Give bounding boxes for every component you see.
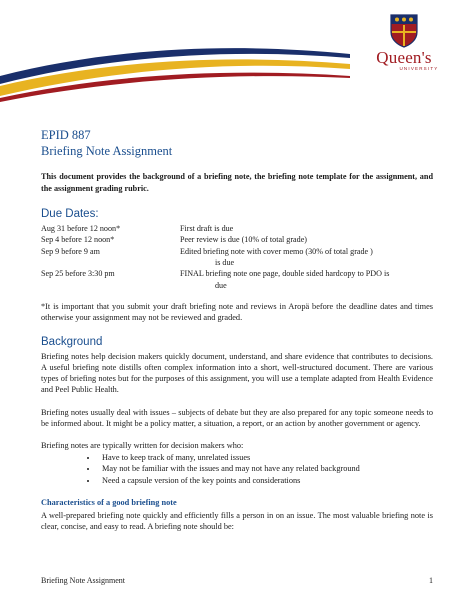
due-date: Sep 4 before 12 noon* — [41, 235, 115, 245]
footer-title: Briefing Note Assignment — [41, 576, 125, 585]
due-task-continued: is due — [215, 258, 235, 268]
due-task-continued: due — [215, 280, 227, 290]
due-date-row — [41, 268, 433, 291]
due-date: Sep 25 before 3:30 pm — [41, 269, 115, 279]
document-body — [41, 128, 433, 532]
page-footer — [41, 576, 433, 585]
background-paragraph-1: Briefing notes help decision makers quickly document, understand, and share evidence that contributes to decisions. A useful briefing note distills often complex information into a short, well-structured document. There are various types of briefing notes but for the purposes of this assignment, you will use a template adapted from Health Evidence and Peel Public Health. — [41, 351, 433, 395]
due-task-text: FINAL briefing note one page, double sided hardcopy to PDO is — [180, 269, 390, 279]
list-item: • Need a capsule version of the key points and considerations — [98, 475, 433, 487]
background-paragraph-3: Briefing notes are typically written for decision makers who: — [41, 441, 244, 451]
due-task: First draft is due — [180, 224, 234, 234]
page-number: 1 — [429, 576, 433, 585]
due-date: Sep 9 before 9 am — [41, 246, 100, 256]
submission-note: *It is important that you submit your draft briefing note and reviews in Aropä before the deadline dates and times otherwise your assignment may not be reviewed and graded. — [41, 301, 433, 323]
background-paragraph-2: Briefing notes usually deal with issues – subjects of debate but they are also prepared for any topic someone needs to be informed about. It might be a policy matter, a situation, a report, or an action by another government or agency. — [41, 407, 433, 429]
due-task-text: Edited briefing note with cover memo (30% of total grade ) — [180, 246, 373, 256]
logo-wordmark: Queen's — [376, 48, 432, 67]
due-date-row — [41, 246, 433, 269]
course-code: EPID 887 — [41, 128, 91, 142]
background-heading: Background — [41, 335, 103, 348]
due-task: Peer review is due (10% of total grade) — [180, 235, 307, 245]
due-date-row — [41, 223, 433, 234]
logo-subtext: UNIVERSITY — [399, 66, 439, 71]
list-item: • May not be familiar with the issues and may not have any related background — [98, 463, 433, 475]
due-date-row — [41, 234, 433, 245]
due-dates-table — [41, 223, 433, 291]
list-item: • Have to keep track of many, unrelated issues — [98, 452, 433, 464]
characteristics-heading: Characteristics of a good briefing note — [41, 498, 177, 508]
characteristics-paragraph: A well-prepared briefing note quickly and efficiently fills a person in on an issue. The most valuable briefing note is clear, concise, and easy to read. A briefing note should be: — [41, 510, 433, 532]
intro-paragraph: This document provides the background of a briefing note, the briefing note template for the assignment, and the assignment grading rubric. — [41, 172, 433, 193]
due-task — [180, 246, 433, 269]
decision-maker-list — [41, 452, 433, 487]
queens-logo — [356, 12, 452, 88]
due-dates-heading: Due Dates: — [41, 208, 99, 221]
document-title: Briefing Note Assignment — [41, 144, 173, 158]
due-task — [180, 268, 433, 291]
due-date: Aug 31 before 12 noon* — [41, 224, 121, 234]
crest-icon — [388, 12, 420, 48]
